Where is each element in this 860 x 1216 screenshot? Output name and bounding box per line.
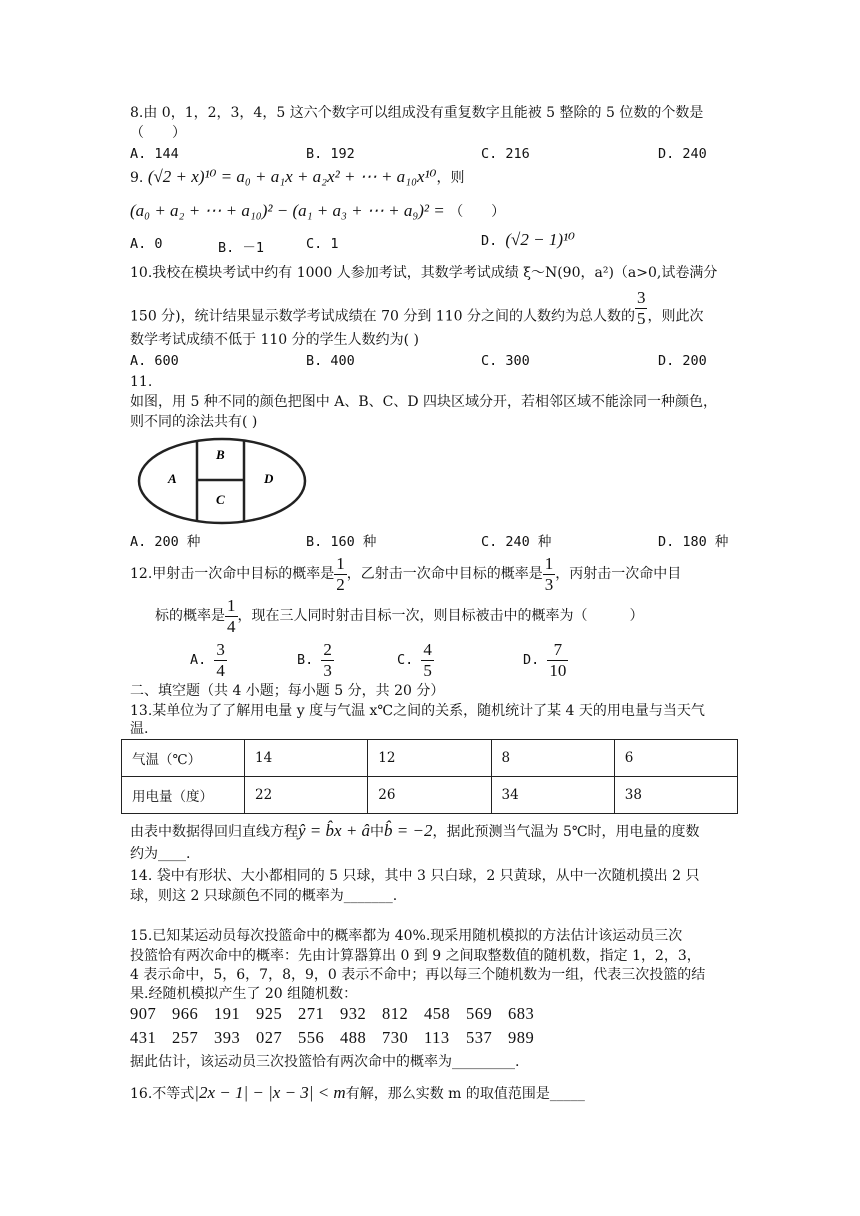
q9-expansion: (√2 + x)¹⁰ = a₀ + a₁x + a₂x² + ⋯ + a₁₀x¹⁰ [147,167,437,186]
q11-option-c: C. 240 种 [481,534,552,550]
q10-option-d: D. 200 [658,353,707,369]
random-number: 191 [214,1004,241,1023]
random-number: 730 [382,1028,409,1047]
q8-blank: （ ） [130,125,186,141]
random-number: 113 [424,1028,450,1047]
q9-option-b: B. －1 [218,240,265,256]
random-number: 431 [130,1028,157,1047]
random-number: 556 [298,1028,325,1047]
random-number: 925 [256,1004,283,1023]
table-cell: 34 [491,777,614,814]
q10-option-a: A. 600 [130,353,179,369]
q8-option-c: C. 216 [481,146,530,162]
q15-stem-3: 4 表示命中，5，6，7，8，9，0 表示不命中；再以每三个随机数为一组，代表三次投篮的结 [130,967,706,983]
q13-data-table [121,739,738,814]
random-number: 907 [130,1004,157,1023]
section-heading-fill-in: 二、填空题（共 4 小题；每小题 5 分，共 20 分） [130,683,445,699]
q11-number: 11. [130,374,153,390]
q15-stem-2: 投篮恰有两次命中的概率：先由计算器算出 0 到 9 之间取整数值的随机数，指定 1，2，3， [130,948,701,964]
random-number: 569 [466,1004,493,1023]
q11-region-diagram [134,435,310,527]
region-c-label: C [216,492,225,507]
random-numbers-row-1 [130,1004,550,1024]
q8-option-a: A. 144 [130,146,179,162]
q11-option-a: A. 200 种 [130,534,201,550]
random-number: 458 [424,1004,451,1023]
q10-stem-3: 数学考试成绩不低于 110 分的学生人数约为( ) [130,332,419,348]
q9-stem: 9. (√2 + x)¹⁰ = a₀ + a₁x + a₂x² + ⋯ + a₁₀x¹⁰，则 [130,167,465,186]
table-row [122,740,738,777]
q12-stem-1: 12.甲射击一次命中目标的概率是 $\frac{1}{2}$ ，乙射击一次命中目标的概率是 $\frac{1}{3}$ ，丙射击一次命中目 [130,553,682,594]
q13-stem-3: 由表中数据得回归直线方程ŷ = b̂x + â中b̂ = −2，据此预测当气温为 5℃时，用电量的度数 [130,821,700,840]
q10-option-c: C. 300 [481,353,530,369]
q14-stem-1: 14. 袋中有形状、大小都相同的 5 只球，其中 3 只白球，2 只黄球，从中一次随机摸出 2 只 [130,868,700,884]
random-number: 812 [382,1004,409,1023]
random-number: 932 [340,1004,367,1023]
q9-option-d: D. (√2 − 1)¹⁰ [481,230,575,249]
random-number: 393 [214,1028,241,1047]
q15-stem-5: 据此估计，该运动员三次投篮恰有两次命中的概率为_________. [130,1054,520,1070]
table-cell: 12 [368,740,491,777]
region-a-label: A [168,471,177,486]
q12-option-b: B. $\frac{2}{3}$ [297,639,332,680]
q10-option-b: B. 400 [306,353,355,369]
q12-option-c: C. $\frac{4}{5}$ [397,639,432,680]
q8-option-b: B. 192 [306,146,355,162]
table-cell: 22 [245,777,368,814]
random-number: 537 [466,1028,493,1047]
q13-stem-2: 温. [130,721,149,737]
q9-option-a: A. 0 [130,236,163,252]
q14-stem-2: 球，则这 2 只球颜色不同的概率为_______. [130,888,398,904]
random-number: 257 [172,1028,199,1047]
q10-stem-1: 10.我校在模块考试中约有 1000 人参加考试，其数学考试成绩 ξ～N(90，a²)（a>0,试卷满分 [130,265,718,281]
q13-stem-1: 13.某单位为了了解用电量 y 度与气温 x℃之间的关系，随机统计了某 4 天的用电量与当天气 [130,703,705,719]
table-row [122,777,738,814]
random-number: 271 [298,1004,325,1023]
table-cell: 38 [614,777,737,814]
table-cell: 6 [614,740,737,777]
q15-stem-1: 15.已知某运动员每次投篮命中的概率都为 40%.现采用随机模拟的方法估计该运动员三次 [130,928,683,944]
q9-option-c: C. 1 [306,236,339,252]
q10-stem-2: 150 分)，统计结果显示数学考试成绩在 70 分到 110 分之间的人数约为总人数的 $\frac{3}{5}$ ，则此次 [130,288,704,328]
q9-expression: (a₀ + a₂ + ⋯ + a₁₀)² − (a₁ + a₃ + ⋯ + a₉)² = （ ） [130,201,506,220]
table-cell: 用电量（度） [122,777,245,814]
random-number: 683 [508,1004,535,1023]
random-number: 966 [172,1004,199,1023]
table-cell: 8 [491,740,614,777]
region-d-label: D [264,471,274,486]
q8-option-d: D. 240 [658,146,707,162]
q15-stem-4: 果.经随机模拟产生了 20 组随机数： [130,986,358,1002]
random-numbers-row-2 [130,1028,550,1048]
region-b-label: B [216,447,225,462]
random-number: 488 [340,1028,367,1047]
q13-stem-4: 约为____. [130,846,191,862]
random-number: 989 [508,1028,535,1047]
table-cell: 14 [245,740,368,777]
q8-stem: 8.由 0，1，2，3，4，5 这六个数字可以组成没有重复数字且能被 5 整除的 5 位数的个数是 [130,105,704,121]
q10-fraction: $\frac{3}{5}$ [636,288,646,328]
table-cell: 气温（℃） [122,740,245,777]
q12-option-a: A. $\frac{3}{4}$ [190,639,225,680]
q12-stem-2: 标的概率是 $\frac{1}{4}$ ，现在三人同时射击目标一次，则目标被击中的概率为（ ） [155,595,644,636]
q12-option-d: D. $\frac{7}{10}$ [523,639,567,680]
random-number: 027 [256,1028,283,1047]
q11-option-b: B. 160 种 [306,534,377,550]
q16-stem: 16.不等式|2x − 1| − |x − 3| < m有解，那么实数 m 的取值范围是_____ [130,1083,585,1102]
q11-stem-2: 则不同的涂法共有( ) [130,414,258,430]
q11-stem-1: 如图，用 5 种不同的颜色把图中 A、B、C、D 四块区域分开，若相邻区域不能涂同一种颜色， [130,394,718,410]
table-cell: 26 [368,777,491,814]
q11-option-d: D. 180 种 [658,534,729,550]
